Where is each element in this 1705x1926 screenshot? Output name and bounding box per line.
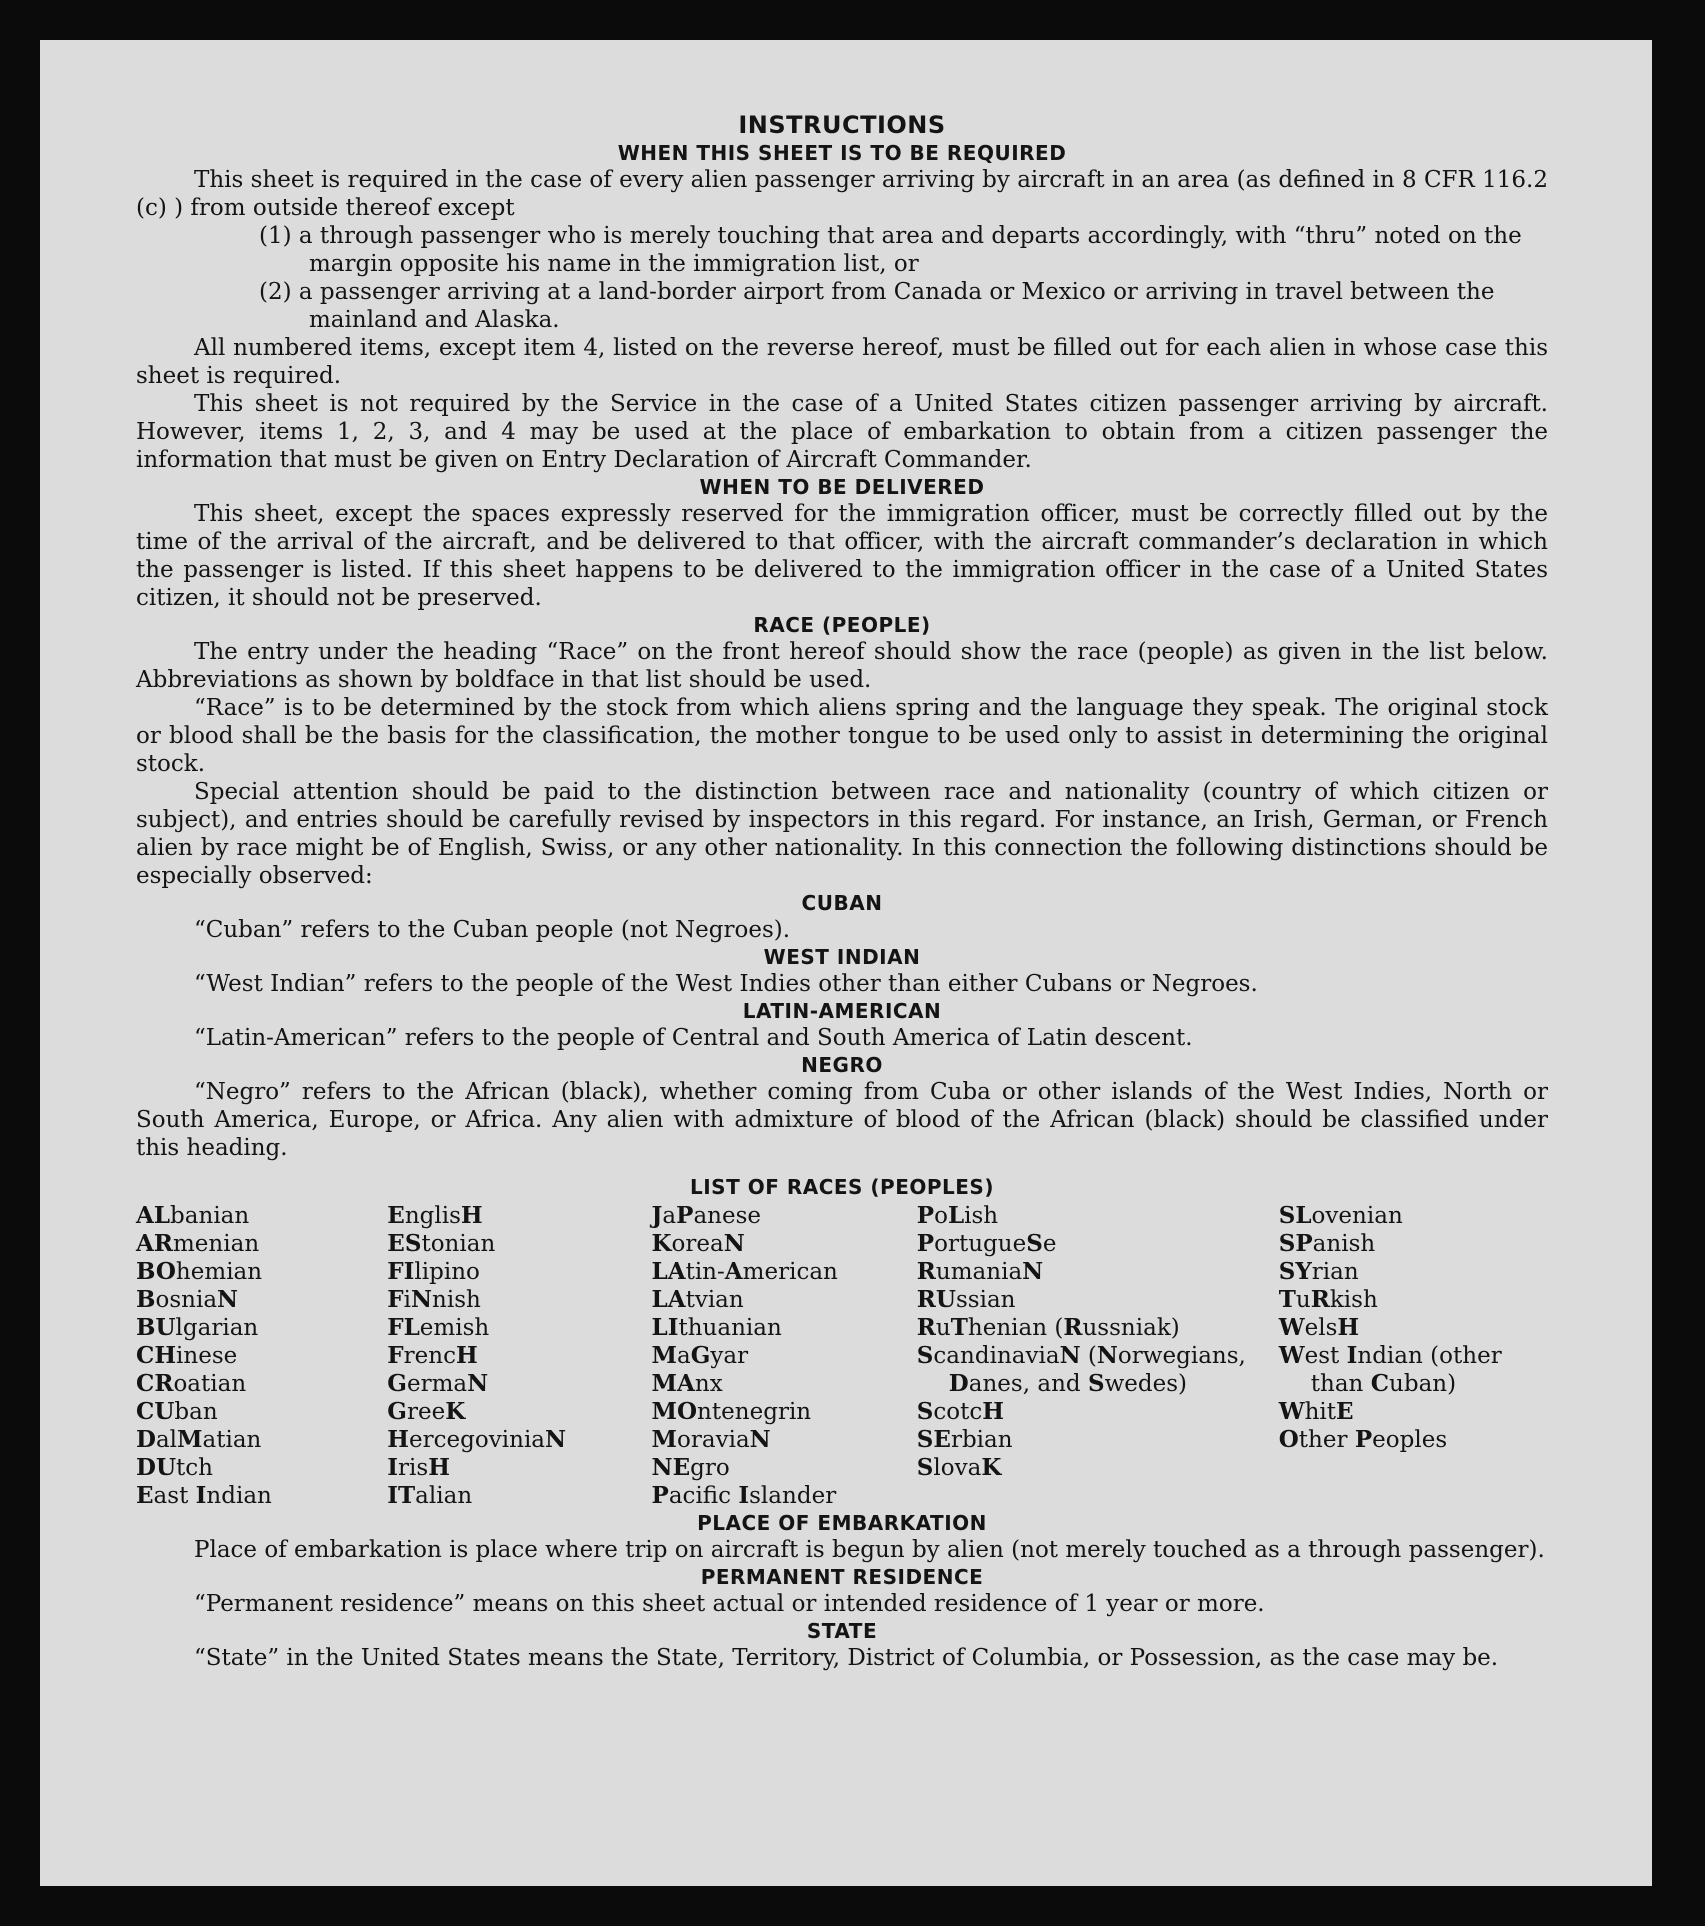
race-entry: Pacifc Islander	[651, 1482, 837, 1509]
race-entry: BosniaN	[136, 1286, 239, 1313]
cuban-paragraph: “Cuban” refers to the Cuban people (not Negroes).	[194, 917, 791, 943]
state-paragraph: “State” in the United States means the State, Territory, District of Columbia, or Possession, as the case may be.	[194, 1645, 1499, 1671]
race-entry: SLovenian	[1278, 1202, 1403, 1229]
race-entry: FLemish	[387, 1314, 490, 1341]
races-column-4	[917, 1202, 1279, 1510]
section-heading-required: WHEN THIS SHEET IS TO BE REQUIRED	[617, 141, 1067, 165]
race-entry: ALbanian	[136, 1202, 250, 1229]
race-entry: SPanish	[1278, 1230, 1376, 1257]
race-entry: West Indian (other than Cuban)	[1278, 1342, 1502, 1397]
instruction-sheet	[40, 40, 1652, 1886]
race-entry: ITalian	[387, 1482, 473, 1509]
race-entry: LAtin-American	[651, 1258, 838, 1285]
section-heading-west-indian: WEST INDIAN	[763, 945, 921, 969]
race-entry: MAnx	[651, 1370, 723, 1397]
race-entry: WelsH	[1278, 1314, 1360, 1341]
race-entry: TuRkish	[1278, 1286, 1378, 1313]
required-paragraph-3: This sheet is not required by the Service in the case of a United States citizen passenger arriving by aircraft. However, items 1, 2, 3, and 4 may be used at the place of embarkation to obtain from a citizen passenger the information that must be given on Entry Declaration of Aircraft Commander.	[136, 391, 1548, 473]
race-entry: NEgro	[651, 1454, 730, 1481]
race-entry: KoreaN	[651, 1230, 745, 1257]
race-paragraph-3: Special attention should be paid to the distinction between race and nationality (country of which citizen or subject), and entries should be carefully revised by inspectors in this regard. For instance, an Irish, German, or French alien by race might be of English, Swiss, or any other nationality. In this connection the following distinctions should be especially observed:	[136, 779, 1548, 889]
race-entry: ScotcH	[916, 1398, 1005, 1425]
race-entry: HercegoviniaN	[387, 1426, 567, 1453]
races-list-heading: LIST OF RACES (PEOPLES)	[690, 1175, 994, 1199]
races-column-3	[652, 1202, 917, 1510]
section-heading-cuban: CUBAN	[801, 891, 883, 915]
race-entry: ScandinaviaN (Norwegians, Danes, and Swedes)	[916, 1342, 1246, 1397]
race-entry: CHinese	[136, 1342, 238, 1369]
latin-american-paragraph: “Latin-American” refers to the people of Central and South America of Latin descent.	[194, 1025, 1193, 1051]
race-entry: GreeK	[387, 1398, 466, 1425]
required-paragraph-1: This sheet is required in the case of every alien passenger arriving by aircraft in an area (as defined in 8 CFR 116.2 (c) ) from outside thereof except	[136, 167, 1548, 221]
embarkation-paragraph: Place of embarkation is place where trip on aircraft is begun by alien (not merely touched as a through passenger).	[194, 1537, 1545, 1563]
race-entry: EnglisH	[387, 1202, 483, 1229]
race-entry: MaGyar	[651, 1342, 749, 1369]
required-paragraph-2: All numbered items, except item 4, listed on the reverse hereof, must be filled out for each alien in whose case this sheet is required.	[136, 335, 1548, 389]
race-paragraph-1: The entry under the heading “Race” on the front hereof should show the race (people) as given in the list below. Abbreviations as shown by boldface in that list should be used.	[136, 639, 1548, 693]
race-entry: GermaN	[387, 1370, 489, 1397]
race-entry: RuThenian (Russniak)	[916, 1314, 1180, 1341]
delivered-paragraph: This sheet, except the spaces expressly reserved for the immigration officer, must be correctly filled out by the time of the arrival of the aircraft, and be delivered to that officer, with the aircraft commander’s declaration in which the passenger is listed. If this sheet happens to be delivered to the immigration officer in the case of a United States citizen, it should not be preserved.	[136, 501, 1548, 611]
race-paragraph-2: “Race” is to be determined by the stock from which aliens spring and the language they speak. The original stock or blood shall be the basis for the classification, the mother tongue to be used only to assist in determining the original stock.	[136, 695, 1548, 777]
race-entry: BUlgarian	[136, 1314, 259, 1341]
race-entry: SlovaK	[916, 1454, 1002, 1481]
exception-item-1: (1) a through passenger who is merely touching that area and departs accordingly, with “thru” noted on the margin opposite his name in the immigration list, or	[259, 223, 1522, 277]
race-entry: BOhemian	[136, 1258, 263, 1285]
race-entry: FIlipino	[387, 1258, 480, 1285]
race-entry: MOntenegrin	[651, 1398, 812, 1425]
race-entry: CUban	[136, 1398, 218, 1425]
race-entry: EStonian	[387, 1230, 496, 1257]
section-heading-race: RACE (PEOPLE)	[753, 613, 931, 637]
race-entry: RumaniaN	[916, 1258, 1044, 1285]
residence-paragraph: “Permanent residence” means on this sheet actual or intended residence of 1 year or more.	[194, 1591, 1265, 1617]
race-entry: SYrian	[1278, 1258, 1359, 1285]
race-entry: WhitE	[1278, 1398, 1354, 1425]
race-entry: MoraviaN	[651, 1426, 771, 1453]
race-entry: LAtvian	[651, 1286, 744, 1313]
races-column-5	[1279, 1202, 1548, 1510]
section-heading-delivered: WHEN TO BE DELIVERED	[699, 475, 985, 499]
negro-paragraph: “Negro” refers to the African (black), whether coming from Cuba or other islands of the West Indies, North or South America, Europe, or Africa. Any alien with admixture of blood of the African (black) should be classified under this heading.	[136, 1079, 1548, 1161]
race-entry: IrisH	[387, 1454, 450, 1481]
race-entry: SErbian	[916, 1426, 1013, 1453]
races-column-1	[136, 1202, 387, 1510]
section-heading-state: STATE	[806, 1619, 878, 1643]
race-entry: Other Peoples	[1278, 1426, 1448, 1453]
race-entry: DUtch	[136, 1454, 213, 1481]
races-list	[136, 1202, 1548, 1510]
race-entry: DalMatian	[136, 1426, 262, 1453]
race-entry: ARmenian	[136, 1230, 260, 1257]
race-entry: FiNnish	[387, 1286, 481, 1313]
section-heading-latin-american: LATIN-AMERICAN	[742, 999, 942, 1023]
race-entry: PortugueSe	[916, 1230, 1057, 1257]
exception-item-2: (2) a passenger arriving at a land-border airport from Canada or Mexico or arriving in travel between the mainland and Alaska.	[259, 279, 1495, 333]
race-entry: CRoatian	[136, 1370, 247, 1397]
races-column-2	[387, 1202, 651, 1510]
race-entry: East Indian	[136, 1482, 272, 1509]
section-heading-residence: PERMANENT RESIDENCE	[700, 1565, 984, 1589]
race-entry: PoLish	[916, 1202, 999, 1229]
west-indian-paragraph: “West Indian” refers to the people of the West Indies other than either Cubans or Negroes.	[194, 971, 1258, 997]
section-heading-embarkation: PLACE OF EMBARKATION	[697, 1511, 987, 1535]
section-heading-negro: NEGRO	[801, 1053, 883, 1077]
race-entry: LIthuanian	[651, 1314, 782, 1341]
race-entry: FrencH	[387, 1342, 478, 1369]
page-title: INSTRUCTIONS	[738, 111, 946, 139]
race-entry: RUssian	[916, 1286, 1016, 1313]
race-entry: JaPanese	[651, 1202, 762, 1229]
